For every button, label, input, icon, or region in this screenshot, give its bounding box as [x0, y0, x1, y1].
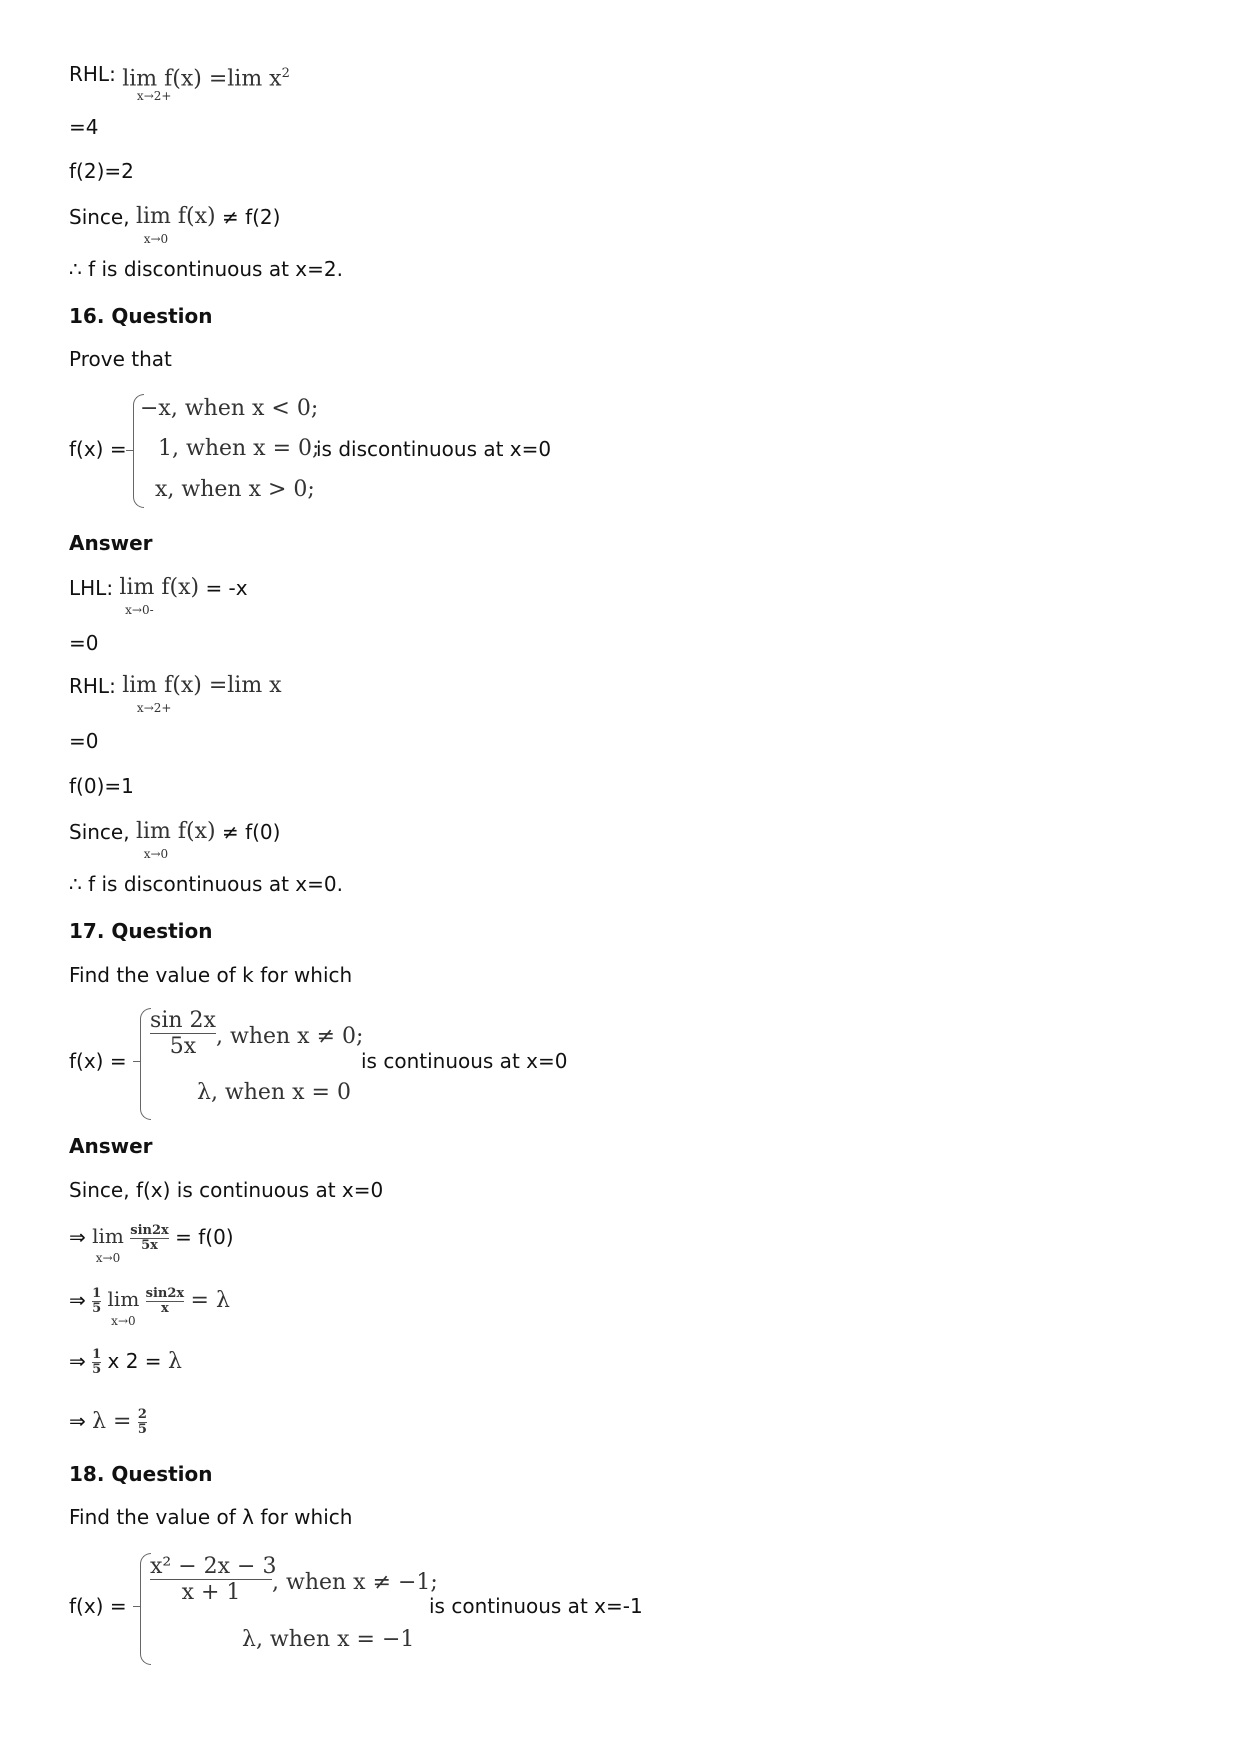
- case-row: λ, when x = 0: [197, 1080, 351, 1105]
- implies-arrow: ⇒: [69, 1225, 86, 1249]
- result-line: =4: [69, 115, 99, 139]
- question-prompt: Find the value of λ for which: [69, 1505, 353, 1529]
- denominator: x + 1: [150, 1579, 272, 1605]
- rhl-expression: lim f(x) =lim $x^2$ x→2+: [122, 62, 290, 91]
- implies-arrow: ⇒: [69, 1409, 86, 1433]
- step-line: ⇒ $\frac{1}{5}$ lim x→0 $\frac{\sin 2x}{x}$ = λ: [69, 1286, 230, 1328]
- lhl-expression: lim f(x) x→0-: [119, 575, 200, 617]
- result-line: =0: [69, 631, 99, 655]
- limit-subscript: x→2+: [136, 89, 172, 103]
- question-prompt: Prove that: [69, 347, 172, 371]
- fraction: [150, 1554, 277, 1605]
- fraction: $\frac{\sin 2x}{5x}$: [130, 1223, 169, 1253]
- exponent: 2: [281, 66, 290, 81]
- question-prompt: Find the value of k for which: [69, 963, 353, 987]
- function-value-line: f(2)=2: [69, 159, 134, 183]
- statement-tail: is discontinuous at x=0: [316, 437, 552, 461]
- implies-arrow: ⇒: [69, 1349, 86, 1373]
- conclusion-line: ∴ f is discontinuous at x=2.: [69, 257, 343, 281]
- limit: lim x→0: [92, 1224, 124, 1265]
- fraction: $\frac{1}{5}$: [92, 1347, 102, 1377]
- step-line: ⇒ $\frac{1}{5}$ x 2 = λ: [69, 1347, 182, 1377]
- case-row: λ, when x = −1: [242, 1627, 415, 1652]
- rhl-label: RHL:: [69, 62, 116, 86]
- statement-tail: is continuous at x=0: [361, 1049, 568, 1073]
- question-heading: 16. Question: [69, 304, 213, 328]
- case-row: 1, when x = 0;: [158, 436, 320, 461]
- since-line: Since, lim f(x) x→0 ≠ f(2): [69, 204, 281, 246]
- fraction: $\frac{\sin 2x}{x}$: [145, 1286, 185, 1316]
- result-line: =0: [69, 729, 99, 753]
- denominator: 5x: [150, 1033, 216, 1059]
- function-label: f(x) =: [69, 437, 127, 461]
- limit: lim x→0: [107, 1287, 140, 1328]
- since-line: Since, lim f(x) x→0 ≠ f(0): [69, 819, 281, 861]
- answer-line: Since, f(x) is continuous at x=0: [69, 1178, 384, 1202]
- answer-heading: Answer: [69, 531, 153, 555]
- step-line: ⇒ lim x→0 $\frac{\sin 2x}{5x}$ = f(0): [69, 1223, 234, 1265]
- fraction: [150, 1008, 216, 1059]
- implies-arrow: ⇒: [69, 1288, 86, 1312]
- question-heading: 18. Question: [69, 1462, 213, 1486]
- case-row: , when x ≠ 0;: [216, 1024, 364, 1049]
- since-limit: lim f(x) x→0: [135, 204, 216, 246]
- function-label: f(x) =: [69, 1049, 127, 1073]
- function-label: f(x) =: [69, 1594, 127, 1618]
- lhl-line: LHL: lim f(x) x→0- = -x: [69, 575, 248, 617]
- case-row: x, when x > 0;: [155, 477, 315, 502]
- numerator: sin 2x: [150, 1008, 216, 1033]
- function-value-line: f(0)=1: [69, 774, 134, 798]
- answer-heading: Answer: [69, 1134, 153, 1158]
- rhl-expression: lim f(x) =lim x x→2+: [122, 673, 282, 715]
- rhl-line: [69, 62, 290, 103]
- fraction: $\frac{1}{5}$: [92, 1286, 102, 1316]
- step-line: ⇒ λ = $\frac{2}{5}$: [69, 1407, 147, 1437]
- fraction: $\frac{2}{5}$: [137, 1407, 147, 1437]
- case-row: , when x ≠ −1;: [272, 1570, 438, 1595]
- numerator: x² − 2x − 3: [150, 1554, 277, 1579]
- case-row: −x, when x < 0;: [140, 396, 319, 421]
- since-limit: lim f(x) x→0: [135, 819, 216, 861]
- rhl-line: RHL: lim f(x) =lim x x→2+: [69, 673, 282, 715]
- conclusion-line: ∴ f is discontinuous at x=0.: [69, 872, 343, 896]
- statement-tail: is continuous at x=-1: [429, 1594, 643, 1618]
- question-heading: 17. Question: [69, 919, 213, 943]
